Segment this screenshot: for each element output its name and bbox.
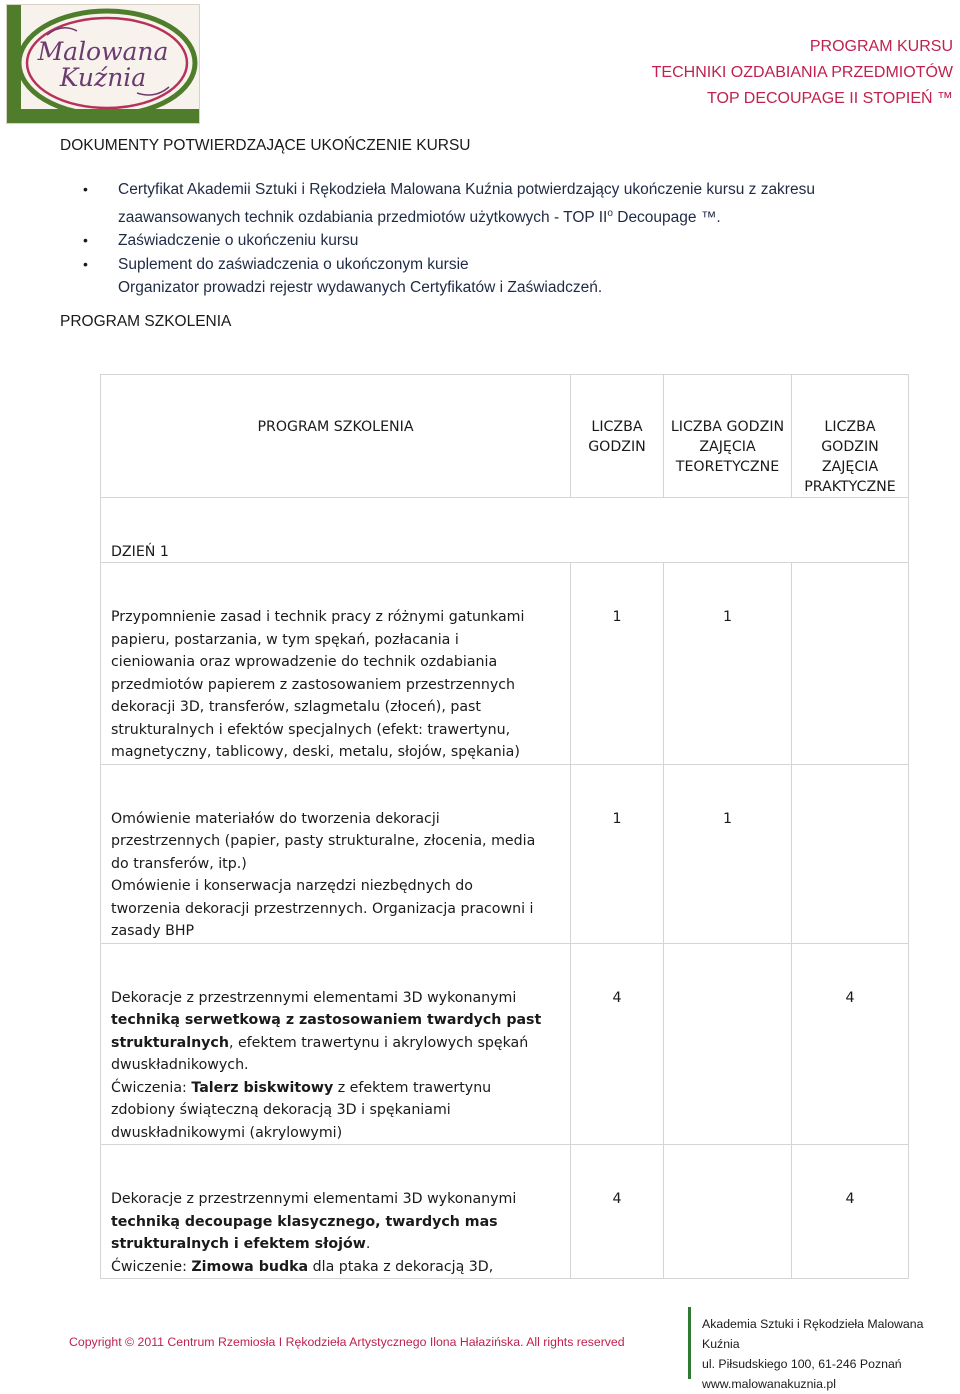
day-label: DZIEŃ 1 xyxy=(101,498,909,563)
row4-practice: 4 xyxy=(792,1145,909,1279)
list-note xyxy=(118,276,898,300)
logo-line1: Malowana xyxy=(37,37,169,66)
documents-title: DOKUMENTY POTWIERDZAJĄCE UKOŃCZENIE KURSU xyxy=(60,137,471,154)
row3-line xyxy=(111,1009,550,1032)
row3-line: dwuskładnikowymi (akrylowymi) xyxy=(111,1124,343,1141)
row2-line: Omówienie materiałów do tworzenia dekoracji xyxy=(111,810,440,827)
row2-line: tworzenia dekoracji przestrzennych. Organizacja pracowni i xyxy=(111,900,534,917)
row4-hours: 4 xyxy=(571,1145,664,1279)
program-title: PROGRAM SZKOLENIA xyxy=(60,313,232,330)
table-row xyxy=(101,943,909,1145)
row4-line xyxy=(111,1233,550,1256)
row1-line: dekoracji 3D, transferów, szlagmetalu (złoceń), past xyxy=(111,699,481,715)
row2-line: zasady BHP xyxy=(111,923,195,939)
row1-hours: 1 xyxy=(571,563,664,765)
row1-theory: 1 xyxy=(664,563,792,765)
row2-description xyxy=(101,764,571,943)
header-line1: PROGRAM KURSU xyxy=(809,38,953,55)
row3-text: , efektem trawertynu i akrylowych spękań xyxy=(228,1034,529,1051)
row3-bold: techniką serwetkową z zastosowaniem twardych past xyxy=(111,1012,542,1028)
footer-address xyxy=(702,1314,960,1394)
header-hours-l1: LICZBA xyxy=(591,419,643,435)
list-item xyxy=(118,229,898,253)
logo-line2: Kuźnia xyxy=(59,63,147,92)
row1-line: papieru, postarzania, w tym spękań, pozłacania i xyxy=(111,631,459,648)
logo xyxy=(6,4,200,124)
row3-hours: 4 xyxy=(571,943,664,1145)
row3-line: dwuskładnikowych. xyxy=(111,1057,249,1073)
footer-address-line1: Akademia Sztuki i Rękodzieła Malowana Kuźnia xyxy=(702,1317,924,1351)
row4-line xyxy=(111,1211,550,1234)
header-program xyxy=(101,375,571,498)
note-text: Organizator prowadzi rejestr wydawanych Certyfikatów i Zaświadczeń. xyxy=(118,279,603,297)
degree-sup: o xyxy=(607,207,613,219)
row4-description xyxy=(101,1145,571,1279)
footer-copyright: Copyright © 2011 Centrum Rzemiosła I Rękodzieła Artystycznego Ilona Hałazińska. All rights reserved xyxy=(69,1335,625,1349)
row4-text: Ćwiczenie: xyxy=(111,1258,192,1275)
row2-practice xyxy=(792,764,909,943)
header-practice xyxy=(792,375,909,498)
row3-line xyxy=(111,1032,550,1055)
row2-line: Omówienie i konserwacja narzędzi niezbędnych do xyxy=(111,878,473,894)
header-hours xyxy=(571,375,664,498)
row1-line: strukturalnych i efektów specjalnych (efekt: trawertynu, xyxy=(111,721,511,738)
header-practice-l4: PRAKTYCZNE xyxy=(804,479,896,495)
row4-line: Dekoracje z przestrzennymi elementami 3D wykonanymi xyxy=(111,1191,517,1207)
row4-text: . xyxy=(365,1236,371,1252)
header-practice-l1: LICZBA xyxy=(824,419,876,435)
list-item xyxy=(118,178,898,229)
row1-practice xyxy=(792,563,909,765)
header-practice-l2: GODZIN xyxy=(821,439,879,455)
row3-theory xyxy=(664,943,792,1145)
item2-text: Zaświadczenie o ukończeniu kursu xyxy=(118,232,359,250)
table-row xyxy=(101,563,909,765)
table-row xyxy=(101,1145,909,1279)
row4-theory xyxy=(664,1145,792,1279)
row3-bold: strukturalnych xyxy=(111,1034,229,1051)
row4-bold: techniką decoupage klasycznego, twardych mas xyxy=(111,1213,498,1230)
row3-line: Dekoracje z przestrzennymi elementami 3D wykonanymi xyxy=(111,989,517,1006)
header-theory-l2: ZAJĘCIA xyxy=(699,439,756,455)
row3-practice: 4 xyxy=(792,943,909,1145)
row1-line: magnetyczny, tablicowy, deski, metalu, słojów, spękania) xyxy=(111,744,520,760)
row3-description xyxy=(101,943,571,1145)
row2-theory: 1 xyxy=(664,764,792,943)
header-theory-l3: TEORETYCZNE xyxy=(675,459,780,475)
row4-text: dla ptaka z dekoracją 3D, xyxy=(308,1258,494,1275)
row2-hours: 1 xyxy=(571,764,664,943)
day-row xyxy=(101,498,909,563)
row4-line xyxy=(111,1256,550,1279)
page-header xyxy=(652,34,953,112)
row3-text: z efektem trawertynu xyxy=(333,1079,492,1096)
item3-text: Suplement do zaświadczenia o ukończonym kursie xyxy=(118,255,469,273)
program-table xyxy=(100,374,909,1279)
documents-list xyxy=(118,178,898,300)
row3-line: zdobiony świąteczną dekoracją 3D i spękaniami xyxy=(111,1102,451,1118)
row1-line: przedmiotów papierem z zastosowaniem przestrzennych xyxy=(111,676,516,693)
header-program-label: PROGRAM SZKOLENIA xyxy=(257,419,414,435)
list-item xyxy=(118,253,898,277)
row1-line: Przypomnienie zasad i technik pracy z różnymi gatunkami xyxy=(111,609,525,625)
footer-address-line2: ul. Piłsudskiego 100, 61-246 Poznań xyxy=(702,1357,902,1371)
footer-divider xyxy=(688,1307,691,1379)
row2-line: do transferów, itp.) xyxy=(111,855,247,872)
row3-bold: Talerz biskwitowy xyxy=(191,1079,334,1096)
footer-website-link[interactable]: www.malowanakuznia.pl xyxy=(702,1377,836,1391)
header-line3: TOP DECOUPAGE II STOPIEŃ ™ xyxy=(707,90,953,107)
item1-line2: zaawansowanych technik ozdabiania przedmiotów użytkowych - TOP II xyxy=(118,208,608,226)
header-theory-l1: LICZBA GODZIN xyxy=(670,419,785,435)
item1-line2-end: Decoupage ™. xyxy=(612,208,721,226)
header-hours-l2: GODZIN xyxy=(588,439,646,455)
row3-line xyxy=(111,1077,550,1100)
row4-bold: strukturalnych i efektem słojów xyxy=(111,1236,366,1252)
item1-line1: Certyfikat Akademii Sztuki i Rękodzieła Malowana Kuźnia potwierdzający ukończenie kursu z zakresu xyxy=(118,181,815,198)
row1-description xyxy=(101,563,571,765)
header-practice-l3: ZAJĘCIA xyxy=(821,459,879,475)
row3-text: Ćwiczenia: xyxy=(111,1079,192,1096)
row2-line: przestrzennych (papier, pasty strukturalne, złocenia, media xyxy=(111,833,536,849)
table-header-row xyxy=(101,375,909,498)
row1-line: cieniowania oraz wprowadzenie do technik ozdabiania xyxy=(111,654,498,670)
header-theory xyxy=(664,375,792,498)
row4-bold: Zimowa budka xyxy=(191,1258,309,1275)
header-line2: TECHNIKI OZDABIANIA PRZEDMIOTÓW xyxy=(651,64,953,81)
table-row xyxy=(101,764,909,943)
